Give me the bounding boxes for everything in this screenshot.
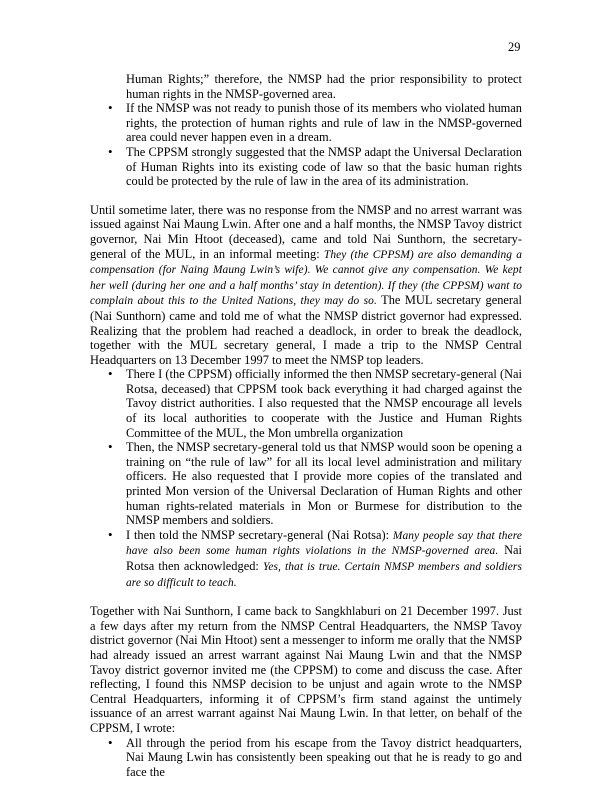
- bullet-list-1: [90, 101, 522, 189]
- bullet-list-2: [90, 367, 522, 590]
- paragraph-text: Until sometime later, there was no response from the NMSP and no arrest warrant was issued against Nai Maung Lwin. After one and a half months, the NMSP Tavoy district governor, Nai Min Htoot (deceased), came and told Nai Sunthorn, the secretary-general of the MUL, in an informal meeting:: [90, 202, 522, 261]
- paragraph-2: Together with Nai Sunthorn, I came back to Sangkhlaburi on 21 December 1997. Just a few days after my return from the NMSP Central Headquarters, the NMSP Tavoy district governor (Nai Min Htoot) sent a messenger to inform me orally that the NMSP had already issued an arrest warrant against Nai Maung Lwin and that the NMSP Tavoy district governor invited me (the CPPSM) to come and discuss the case. After reflecting, I found this NMSP decision to be unjust and again wrote to the NMSP Central Headquarters, informing it of CPPSM’s firm stand against the untimely issuance of an arrest warrant against Nai Maung Lwin. In that letter, on behalf of the CPPSM, I wrote:: [90, 604, 522, 735]
- list-item: • Then, the NMSP secretary-general told us that NMSP would soon be opening a training on “the rule of law” for all its local level administration and military officers. He also requested that I provide more copies of the translated and printed Mon version of the Universal Declaration of Human Rights and other human rights-related materials in Mon or Burmese for distribution to the NMSP members and soldiers.: [90, 440, 522, 528]
- list-item: • The CPPSM strongly suggested that the NMSP adapt the Universal Declaration of Human Rights into its existing code of law so that the basic human rights could be protected by the rule of law in the area of its administration.: [90, 145, 522, 189]
- quotation: Many people say that there have also been some human rights violations in the NMSP-governed area.: [126, 529, 522, 558]
- page-body: [90, 72, 522, 779]
- list-item: • All through the period from his escape from the Tavoy district headquarters, Nai Maung Lwin has consistently been speaking out that he is ready to go and face the: [90, 736, 522, 780]
- list-item: • If the NMSP was not ready to punish those of its members who violated human rights, the protection of human rights and rule of law in the NMSP-governed area could never happen even in a dream.: [90, 101, 522, 145]
- list-item: [90, 528, 522, 590]
- continued-bullet-text: Human Rights;” therefore, the NMSP had the prior responsibility to protect human rights in the NMSP-governed area.: [126, 72, 522, 101]
- quotation: They (the CPPSM) are also demanding a compensation (for Naing Maung Lwin’s wife). We cannot give any compensation. We kept her well (during her one and a half months’ stay in detention). If they (the CPPSM) want to complain about this to the United Nations, they may do so.: [90, 248, 522, 308]
- paragraph-text: The MUL secretary general (Nai Sunthorn) came and told me of what the NMSP district governor had expressed. Realizing that the problem had reached a deadlock, in order to break the deadlock, together with the MUL secretary general, I made a trip to the NMSP Central Headquarters on 13 December 1997 to meet the NMSP top leaders.: [90, 293, 522, 367]
- bullet-list-3: [90, 736, 522, 780]
- page-number: 29: [508, 40, 521, 54]
- list-item-text: Nai Rotsa then acknowledged:: [126, 543, 522, 573]
- list-item: • There I (the CPPSM) officially informed the then NMSP secretary-general (Nai Rotsa, deceased) that CPPSM took back everything it had charged against the Tavoy district authorities. I also requested that the NMSP encourage all levels of its local authorities to cooperate with the Justice and Human Rights Committee of the MUL, the Mon umbrella organization: [90, 367, 522, 440]
- paragraph-1: [90, 203, 522, 368]
- list-item-text: I then told the NMSP secretary-general (Nai Rotsa):: [126, 527, 393, 542]
- quotation: Yes, that is true. Certain NMSP members and soldiers are so difficult to teach.: [126, 561, 522, 589]
